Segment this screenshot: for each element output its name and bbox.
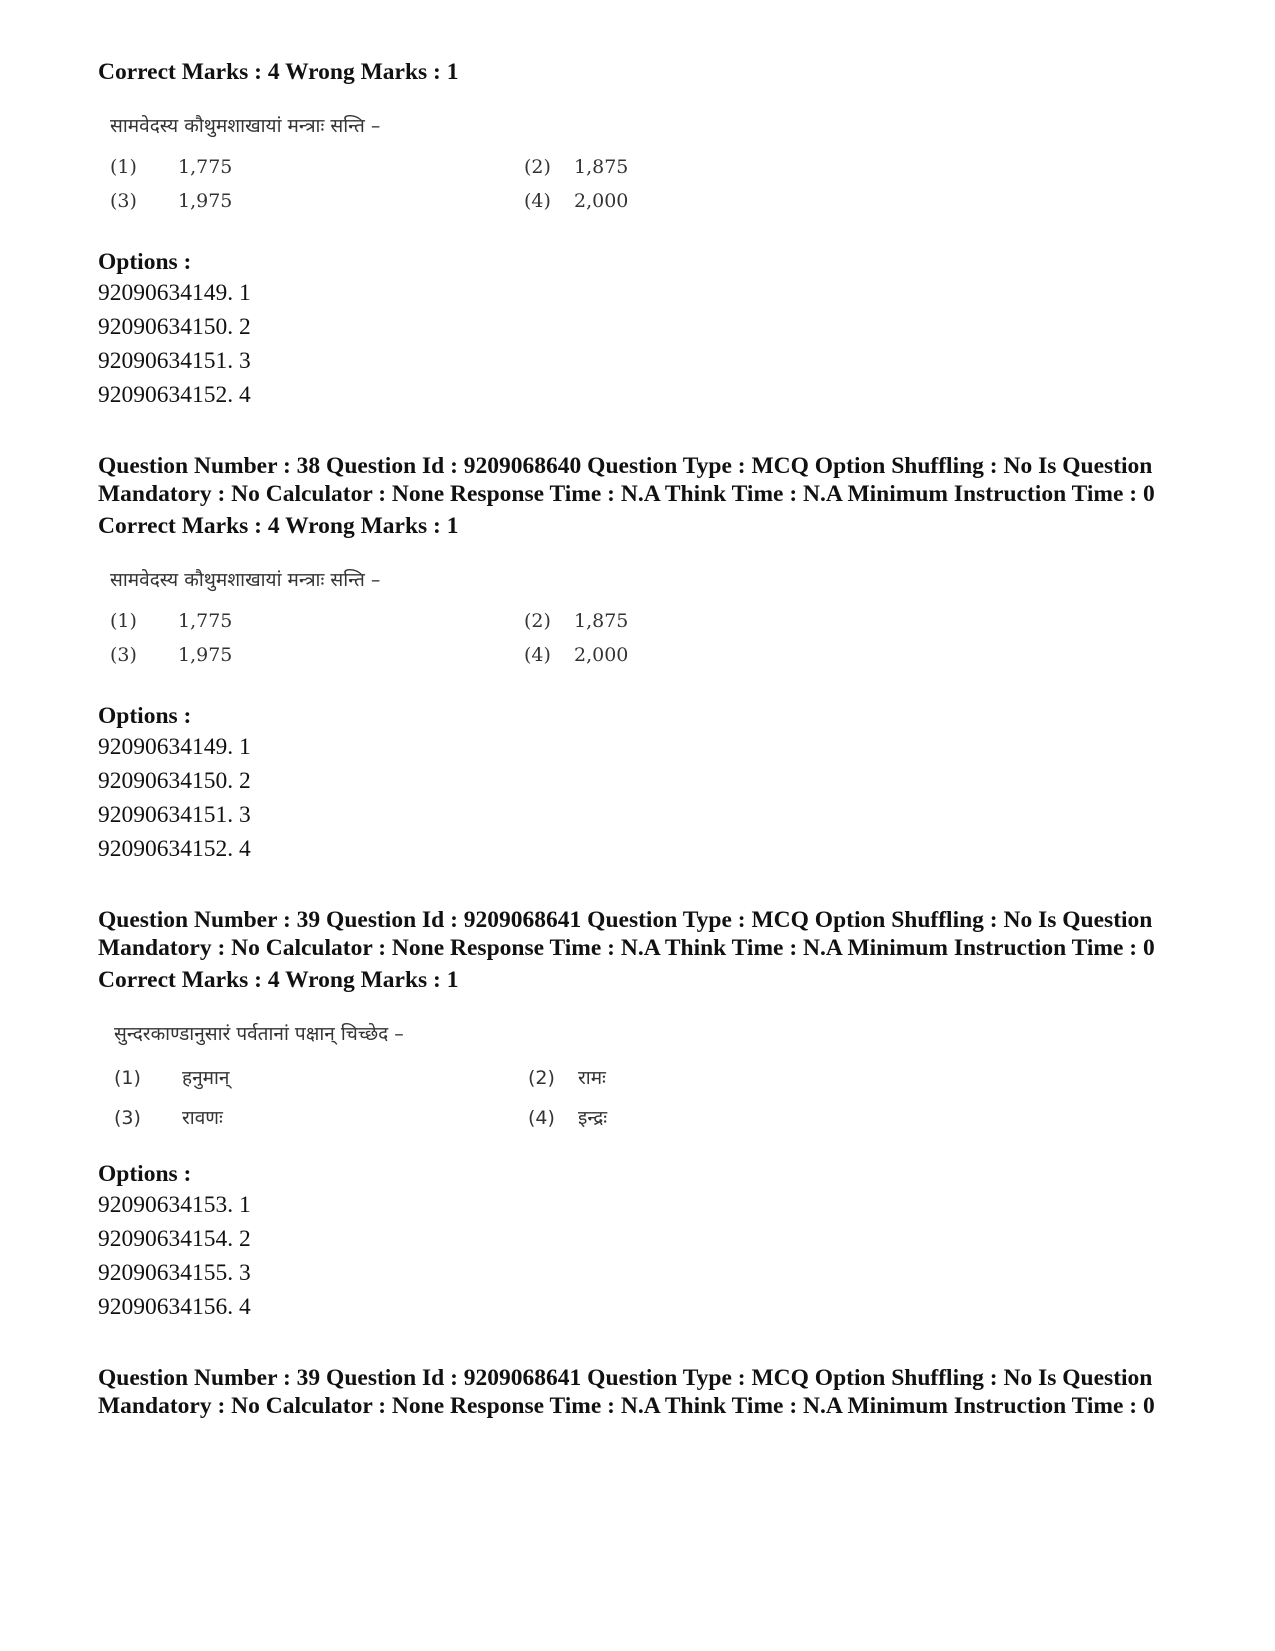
marks-line: Correct Marks : 4 Wrong Marks : 1 [98, 513, 459, 539]
option-item: 92090634151. 3 [98, 348, 251, 374]
choice-2: (2) 1,875 [524, 610, 629, 632]
choice-3: (3) रावणः [114, 1107, 223, 1129]
question-stem: सामवेदस्य कौथुमशाखायां मन्त्राः सन्ति – [110, 115, 381, 137]
options-title: Options : [98, 1161, 192, 1187]
question-37-block [98, 58, 1188, 412]
choice-3: (3) 1,975 [110, 190, 233, 212]
choice-1: (1) हनुमान् [114, 1067, 230, 1089]
option-item: 92090634149. 1 [98, 280, 251, 306]
option-item: 92090634153. 1 [98, 1192, 251, 1218]
question-39-block [98, 906, 1188, 1324]
option-item: 92090634154. 2 [98, 1226, 251, 1252]
choice-2: (2) 1,875 [524, 156, 629, 178]
marks-line: Correct Marks : 4 Wrong Marks : 1 [98, 59, 459, 85]
options-title: Options : [98, 703, 192, 729]
question-stem: सुन्दरकाण्डानुसारं पर्वतानां पक्षान् चिच्छेद – [114, 1023, 404, 1045]
question-header: Question Number : 39 Question Id : 9209068641 Question Type : MCQ Option Shuffling : No Is Question Mandatory : No Calculator : None Response Time : N.A Think Time : N.A Minimum Instruction Time : 0 [98, 1365, 1155, 1419]
option-item: 92090634150. 2 [98, 314, 251, 340]
option-item: 92090634152. 4 [98, 382, 251, 408]
question-header: Question Number : 38 Question Id : 9209068640 Question Type : MCQ Option Shuffling : No Is Question Mandatory : No Calculator : None Response Time : N.A Think Time : N.A Minimum Instruction Time : 0 [98, 453, 1155, 507]
option-item: 92090634150. 2 [98, 768, 251, 794]
question-image [98, 112, 1188, 248]
options-list [98, 730, 1188, 866]
options-title: Options : [98, 249, 192, 275]
question-38-block [98, 452, 1188, 866]
question-image [98, 1020, 1188, 1160]
option-item: 92090634149. 1 [98, 734, 251, 760]
options-list [98, 276, 1188, 412]
choice-2: (2) रामः [528, 1067, 606, 1089]
choice-4: (4) 2,000 [524, 644, 629, 666]
question-stem: सामवेदस्य कौथुमशाखायां मन्त्राः सन्ति – [110, 569, 381, 591]
question-header: Question Number : 39 Question Id : 9209068641 Question Type : MCQ Option Shuffling : No Is Question Mandatory : No Calculator : None Response Time : N.A Think Time : N.A Minimum Instruction Time : 0 [98, 907, 1155, 961]
option-item: 92090634155. 3 [98, 1260, 251, 1286]
choice-3: (3) 1,975 [110, 644, 233, 666]
choice-1: (1) 1,775 [110, 156, 233, 178]
choice-4: (4) 2,000 [524, 190, 629, 212]
option-item: 92090634152. 4 [98, 836, 251, 862]
marks-line: Correct Marks : 4 Wrong Marks : 1 [98, 967, 459, 993]
choice-4: (4) इन्द्रः [528, 1107, 608, 1129]
option-item: 92090634156. 4 [98, 1294, 251, 1320]
choice-1: (1) 1,775 [110, 610, 233, 632]
option-item: 92090634151. 3 [98, 802, 251, 828]
options-list [98, 1188, 1188, 1324]
document-page [98, 58, 1188, 1420]
question-image [98, 566, 1188, 702]
question-39-repeat-block [98, 1364, 1188, 1420]
